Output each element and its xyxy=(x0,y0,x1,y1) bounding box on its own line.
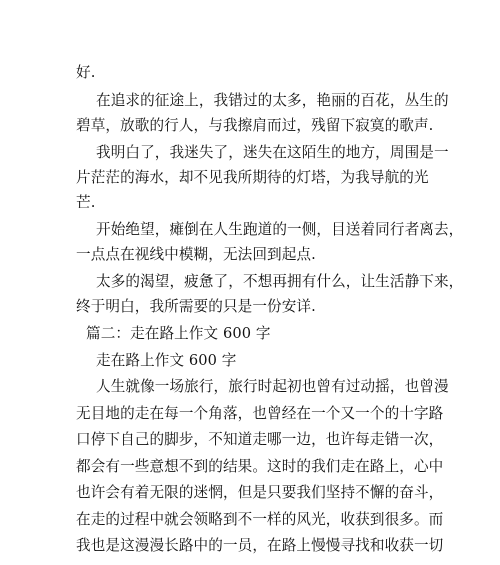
paragraph-line: 碧草，放歌的行人，与我擦肩而过，残留下寂寞的歌声. xyxy=(76,117,434,134)
paragraph-line: 人生就像一场旅行，旅行时起初也曾有过动摇，也曾漫 xyxy=(96,378,449,395)
paragraph-line: 在追求的征途上，我错过的太多，艳丽的百花，丛生的 xyxy=(96,92,449,109)
paragraph-line: 一点点在视线中模糊，无法回到起点. xyxy=(76,246,316,263)
section-heading: 篇二：走在路上作文 600 字 xyxy=(86,325,271,342)
paragraph-line: 我也是这漫漫长路中的一员，在路上慢慢寻找和收获一切 xyxy=(76,537,444,554)
paragraph-line: 都会有一些意想不到的结果。这时的我们走在路上，心中 xyxy=(76,458,444,475)
paragraph-line: 我明白了，我迷失了，迷失在这陌生的地方，周围是一 xyxy=(96,144,449,161)
paragraph-line: 也许会有着无限的迷惘，但是只要我们坚持不懈的奋斗， xyxy=(76,484,444,501)
paragraph-line: 无目地的走在每一个角落，也曾经在一个又一个的十字路 xyxy=(76,405,444,422)
article-title: 走在路上作文 600 字 xyxy=(96,352,237,369)
paragraph-line: 口停下自己的脚步，不知道走哪一边，也许每走错一次， xyxy=(76,431,444,448)
paragraph-line: 芒. xyxy=(76,194,96,211)
paragraph-line: 片茫茫的海水，却不见我所期待的灯塔，为我导航的光 xyxy=(76,169,429,186)
paragraph-line: 终于明白，我所需要的只是一份安详. xyxy=(76,298,316,315)
paragraph-line: 太多的渴望，疲惫了，不想再拥有什么，让生活静下来， xyxy=(96,273,464,290)
paragraph-line: 好. xyxy=(76,64,96,81)
paragraph-line: 在走的过程中就会领略到不一样的风光，收获到很多。而 xyxy=(76,511,444,528)
paragraph-line: 开始绝望，瘫倒在人生跑道的一侧，目送着同行者离去， xyxy=(96,221,464,238)
